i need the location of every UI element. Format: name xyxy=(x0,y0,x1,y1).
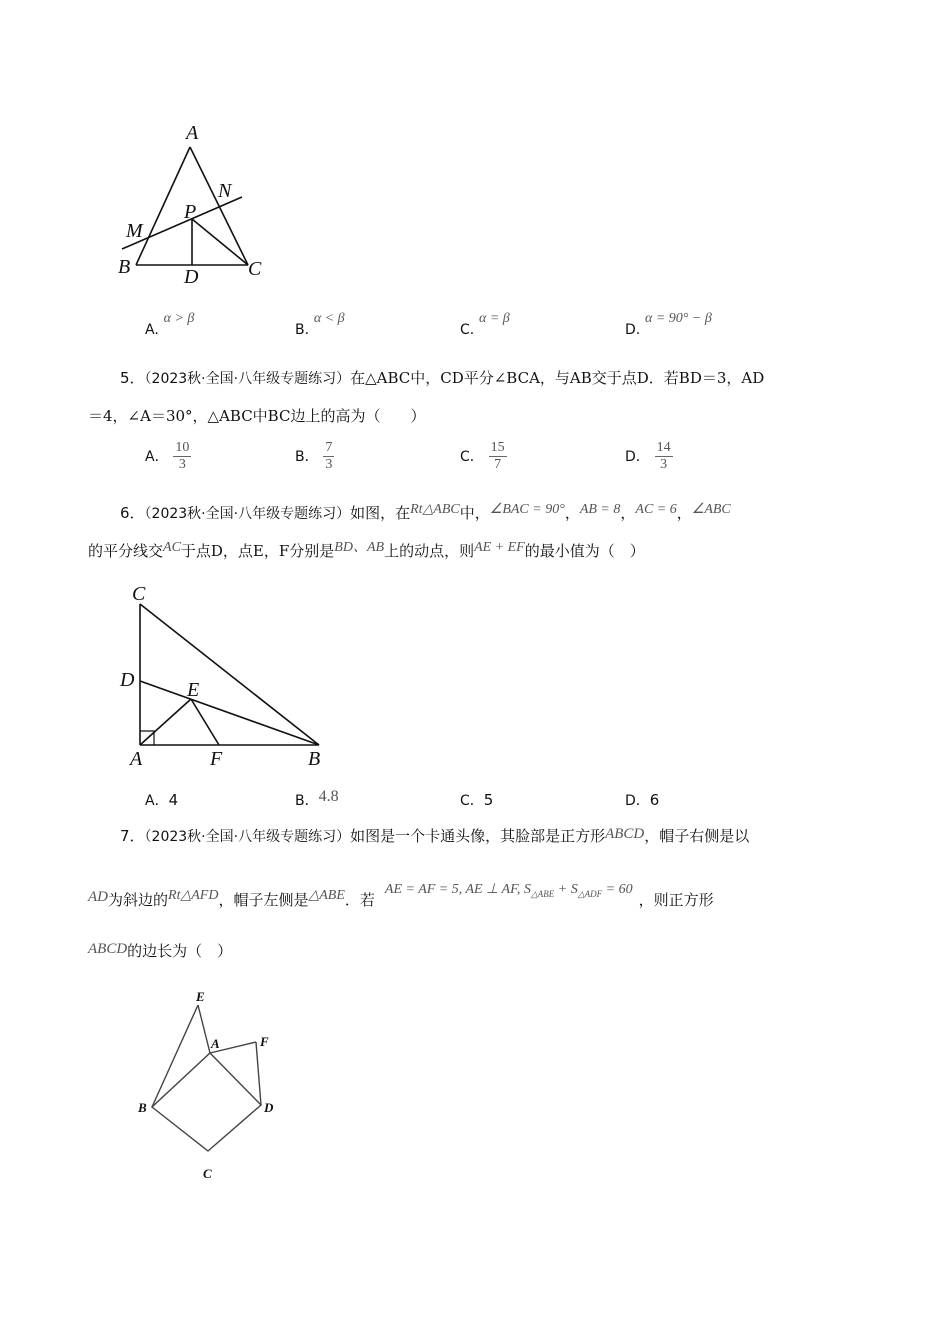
q6-line-1 xyxy=(120,503,731,525)
label-c-2: C xyxy=(132,583,146,605)
segment-be xyxy=(152,1005,198,1107)
q7-math-abcd-2: ABCD xyxy=(88,941,128,957)
q5-option-c-num: 15 xyxy=(490,440,505,455)
q5-line-1 xyxy=(120,368,764,389)
label-e-3: E xyxy=(196,989,205,1004)
q5-option-b-num: 7 xyxy=(325,440,333,455)
q6-option-c[interactable] xyxy=(460,790,493,810)
q7-text-2b: ，帽子左侧是 xyxy=(218,891,309,909)
q5-line-2 xyxy=(88,406,425,426)
q7-text-2a: 为斜边的 xyxy=(108,891,169,909)
label-f-3: F xyxy=(260,1034,269,1049)
q7-math-abe: △ABE xyxy=(308,888,345,903)
q4-option-a[interactable] xyxy=(145,308,195,338)
q7-math-rt-afd: Rt△AFD xyxy=(168,888,219,903)
label-b-2: B xyxy=(308,748,321,770)
q4-option-c[interactable] xyxy=(460,308,510,338)
q5-option-a-fraction xyxy=(173,440,191,473)
q4-option-b[interactable] xyxy=(295,308,345,338)
q7-text-1b: ，帽子右侧是以 xyxy=(644,827,750,845)
square-abcd xyxy=(152,1053,261,1151)
label-m: M xyxy=(126,220,143,242)
q6-text-1d: ， xyxy=(620,504,636,522)
segment-ef xyxy=(191,699,219,745)
label-a-2: A xyxy=(130,748,143,770)
q7-source: （2023秋·全国·八年级专题练习） xyxy=(144,829,351,845)
q6-option-d-value: 6 xyxy=(649,791,660,809)
q4-option-d-letter: D. xyxy=(625,322,641,338)
label-p: P xyxy=(184,201,197,223)
q4-option-a-expr: α > β xyxy=(163,311,195,326)
segment-fd xyxy=(256,1042,261,1105)
q7-math-condition-c: = 60 xyxy=(602,882,633,897)
q5-option-d-den: 3 xyxy=(660,457,668,472)
segment-ab xyxy=(136,147,190,265)
figure-cartoon-head-svg xyxy=(130,985,300,1195)
segment-cb xyxy=(140,604,319,745)
q5-option-a[interactable] xyxy=(145,440,191,473)
q6-option-b-letter: B． xyxy=(295,793,319,809)
q5-option-b-den: 3 xyxy=(325,457,333,472)
q7-text-1a: 如图是一个卡通头像，其脸部是正方形 xyxy=(350,827,606,845)
q5-option-a-letter: A． xyxy=(145,449,169,465)
q7-number: 7． xyxy=(120,827,145,845)
segment-pc xyxy=(192,219,248,265)
q6-text-1c: ， xyxy=(564,504,580,522)
q5-option-a-den: 3 xyxy=(178,457,186,472)
q4-option-a-letter: A. xyxy=(145,322,159,338)
q5-text-2: ＝4，∠A＝30°，△ABC中BC边上的高为（ ） xyxy=(88,407,426,425)
q7-text-2d: ，则正方形 xyxy=(638,891,714,909)
segment-db xyxy=(140,681,319,745)
q5-option-d[interactable] xyxy=(625,440,673,473)
label-a: A xyxy=(186,122,199,144)
q5-text-1: 在△ABC中，CD平分∠BCA，与AB交于点D．若BD＝3，AD xyxy=(350,369,765,387)
q6-math-angle-abc: ∠ABC xyxy=(691,502,731,517)
q7-math-sub-abe: △ABE xyxy=(530,888,555,899)
q5-option-c-fraction xyxy=(489,440,507,473)
q6-math-bd-ab: BD、AB xyxy=(334,540,385,555)
label-n: N xyxy=(218,180,232,202)
q6-text-2d: 的最小值为（ ） xyxy=(524,542,645,560)
q6-math-angle-bac: ∠BAC = 90° xyxy=(489,502,565,517)
q6-math-ac-2: AC xyxy=(163,540,181,555)
q6-math-ac: AC = 6 xyxy=(635,502,677,517)
q4-option-b-letter: B. xyxy=(295,322,310,338)
q5-option-b-fraction xyxy=(323,440,334,473)
q6-option-c-value: 5 xyxy=(483,791,494,809)
q5-option-d-fraction xyxy=(655,440,673,473)
q4-option-c-expr: α = β xyxy=(479,311,510,326)
label-f-2: F xyxy=(210,748,223,770)
q6-text-2a: 的平分线交 xyxy=(88,542,164,560)
q6-source: （2023秋·全国·八年级专题练习） xyxy=(144,506,351,522)
q7-math-condition-b: + S xyxy=(554,882,578,897)
q6-option-b[interactable] xyxy=(295,790,339,810)
q6-option-b-value: 4.8 xyxy=(318,788,339,805)
label-b: B xyxy=(118,256,131,278)
figure-right-triangle xyxy=(115,580,345,780)
q7-line-1 xyxy=(120,826,749,847)
q6-option-d[interactable] xyxy=(625,790,659,810)
label-c-3: C xyxy=(203,1166,212,1181)
label-b-3: B xyxy=(138,1100,147,1115)
q5-option-b-letter: B． xyxy=(295,449,319,465)
q7-math-condition xyxy=(385,882,633,897)
label-d: D xyxy=(184,266,199,288)
q5-option-d-num: 14 xyxy=(656,440,671,455)
q7-line-3 xyxy=(88,941,232,962)
q5-option-c-letter: C． xyxy=(460,449,484,465)
q5-source: （2023秋·全国·八年级专题练习） xyxy=(144,371,351,387)
figure-right-triangle-svg xyxy=(115,580,345,780)
label-c: C xyxy=(248,258,262,280)
q5-option-d-letter: D． xyxy=(625,449,650,465)
q6-text-2c: 上的动点，则 xyxy=(384,542,475,560)
q7-text-2c: ．若 xyxy=(344,891,375,909)
q6-option-a[interactable] xyxy=(145,790,178,810)
figure-cartoon-head xyxy=(130,985,300,1195)
label-e-2: E xyxy=(187,679,200,701)
label-a-3: A xyxy=(211,1036,220,1051)
figure-triangle-mn xyxy=(110,115,280,295)
q4-option-b-expr: α < β xyxy=(313,311,345,326)
q7-math-sub-adf: △ADF xyxy=(577,888,603,899)
q6-option-a-value: 4 xyxy=(168,791,179,809)
q6-option-c-letter: C． xyxy=(460,793,484,809)
q7-math-ad: AD xyxy=(88,889,108,905)
segment-ea xyxy=(198,1005,210,1053)
q5-option-c[interactable] xyxy=(460,440,507,473)
q4-option-d[interactable] xyxy=(625,308,712,338)
q5-number: 5． xyxy=(120,369,145,387)
q6-option-a-letter: A． xyxy=(145,793,169,809)
q5-option-b[interactable] xyxy=(295,440,334,473)
q6-math-rt-abc: Rt△ABC xyxy=(410,502,460,517)
segment-ae xyxy=(140,699,191,745)
figure-triangle-mn-svg xyxy=(110,115,280,295)
segment-ac xyxy=(190,147,248,265)
label-d-3: D xyxy=(264,1100,274,1115)
q4-option-c-letter: C. xyxy=(460,322,475,338)
q6-text-1a: 如图，在 xyxy=(350,504,411,522)
label-d-2: D xyxy=(120,669,135,691)
q7-math-abcd: ABCD xyxy=(605,826,645,842)
q5-option-c-den: 7 xyxy=(494,457,502,472)
q5-option-a-num: 10 xyxy=(175,440,190,455)
q7-line-2 xyxy=(88,882,714,916)
q7-text-3a: 的边长为（ ） xyxy=(127,942,233,960)
q7-math-condition-a: AE = AF = 5, AE ⊥ AF, S xyxy=(384,882,531,897)
q6-line-2 xyxy=(88,541,645,563)
q6-option-d-letter: D． xyxy=(625,793,650,809)
q6-text-1b: 中， xyxy=(459,504,490,522)
q6-math-ae-ef: AE + EF xyxy=(474,540,525,555)
q4-option-d-expr: α = 90° − β xyxy=(645,311,712,326)
q6-text-2b: 于点D，点E，F分别是 xyxy=(180,542,335,560)
q6-math-ab: AB = 8 xyxy=(579,502,621,517)
q6-number: 6． xyxy=(120,504,145,522)
q6-text-1e: ， xyxy=(676,504,692,522)
